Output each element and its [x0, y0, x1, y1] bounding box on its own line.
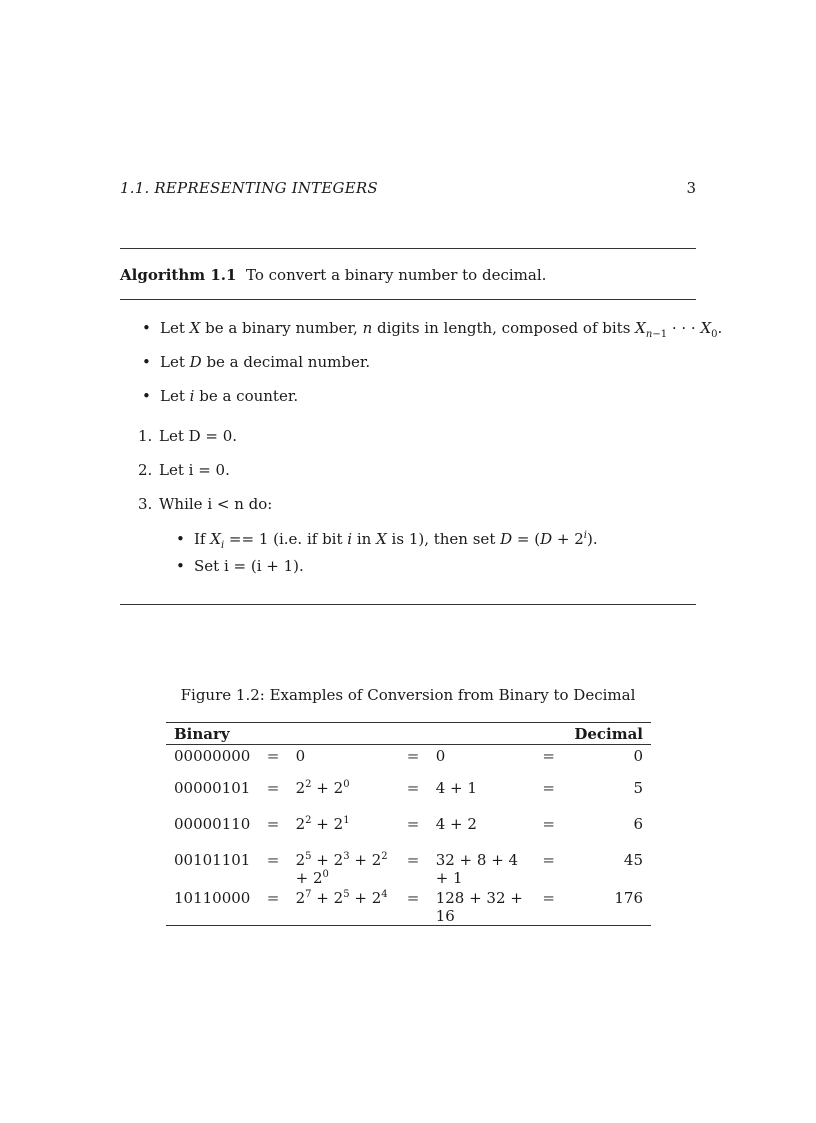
cell-binary: 00000110: [174, 815, 251, 833]
cell-expansion: $2^2 + 2^1$: [295, 815, 350, 833]
bullet-item: • Let D be a decimal number.: [142, 353, 371, 371]
step-item: 2. Let i = 0.: [138, 461, 230, 479]
cell-expansion: $2^7 + 2^5 + 2^4$: [295, 889, 388, 907]
cell-equals: =: [266, 779, 280, 797]
running-head: 1.1. REPRESENTING INTEGERS: [120, 179, 378, 197]
cell-decimal: 5: [633, 779, 643, 797]
cell-equals: =: [266, 889, 280, 907]
table-row: [166, 777, 651, 813]
cell-sum: 32 + 8 + 4 + 1: [435, 851, 519, 887]
cell-equals: =: [266, 815, 280, 833]
bullet-icon: •: [142, 319, 151, 337]
cell-equals: =: [406, 747, 420, 765]
cell-equals: =: [406, 779, 420, 797]
cell-equals: =: [542, 851, 555, 869]
step-item: 1. Let D = 0.: [138, 427, 238, 445]
cell-equals: =: [542, 779, 555, 797]
cell-binary: 00000000: [174, 747, 251, 765]
cell-binary: 00000101: [174, 779, 251, 797]
cell-expansion: $2^2 + 2^0$: [295, 779, 350, 797]
table-row: [166, 745, 651, 778]
conversion-table: [166, 722, 651, 926]
cell-equals: =: [542, 889, 555, 907]
cell-equals: =: [266, 747, 280, 765]
cell-expansion: $2^5 + 2^3 + 2^2 + 2^0$: [295, 851, 388, 887]
cell-equals: =: [542, 815, 555, 833]
cell-sum: 4 + 1: [435, 779, 477, 797]
bullet-icon: •: [142, 353, 151, 371]
table-header-row: [166, 723, 651, 745]
cell-sum: 0: [435, 747, 446, 765]
cell-decimal: 6: [633, 815, 643, 833]
cell-equals: =: [542, 747, 555, 765]
bullet-icon: •: [176, 530, 185, 548]
cell-equals: =: [406, 815, 420, 833]
bullet-item: • Let i be a counter.: [142, 387, 299, 405]
substep-item: • Set i = (i + 1).: [176, 557, 304, 575]
cell-binary: 10110000: [174, 889, 251, 907]
cell-decimal: 0: [633, 747, 643, 765]
cell-equals: =: [406, 851, 420, 869]
algorithm-title-text: To convert a binary number to decimal.: [246, 266, 547, 284]
cell-decimal: 45: [623, 851, 643, 869]
cell-expansion: 0: [295, 747, 306, 765]
cell-sum: 128 + 32 + 16: [435, 889, 523, 925]
cell-decimal: 176: [614, 889, 643, 907]
cell-equals: =: [266, 851, 280, 869]
bullet-item: • Let X be a binary number, n digits in length, composed of bits $X_{n-1}$ · · · $X_0$.: [142, 319, 723, 340]
algorithm-label: Algorithm 1.1: [120, 266, 237, 284]
algorithm-top-rule: [120, 248, 696, 249]
algorithm-mid-rule: [120, 299, 696, 300]
table-row: [166, 813, 651, 849]
figure-caption: Figure 1.2: Examples of Conversion from Binary to Decimal: [180, 686, 636, 704]
cell-binary: 00101101: [174, 851, 251, 869]
algorithm-bottom-rule: [120, 604, 696, 605]
header-decimal: Decimal: [565, 723, 651, 745]
bullet-icon: •: [176, 557, 185, 575]
substep-item: • If $X_i == 1$ (i.e. if bit i in X is 1), then set $D = (D + 2^i)$.: [176, 530, 598, 551]
bullet-icon: •: [142, 387, 151, 405]
table-row: [166, 849, 651, 887]
header-binary: Binary: [166, 723, 256, 745]
algorithm-title: [120, 266, 546, 284]
page-number: 3: [686, 179, 696, 197]
cell-sum: 4 + 2: [435, 815, 477, 833]
table-row: [166, 887, 651, 926]
cell-equals: =: [406, 889, 420, 907]
step-item: 3. While i < n do:: [138, 495, 273, 513]
